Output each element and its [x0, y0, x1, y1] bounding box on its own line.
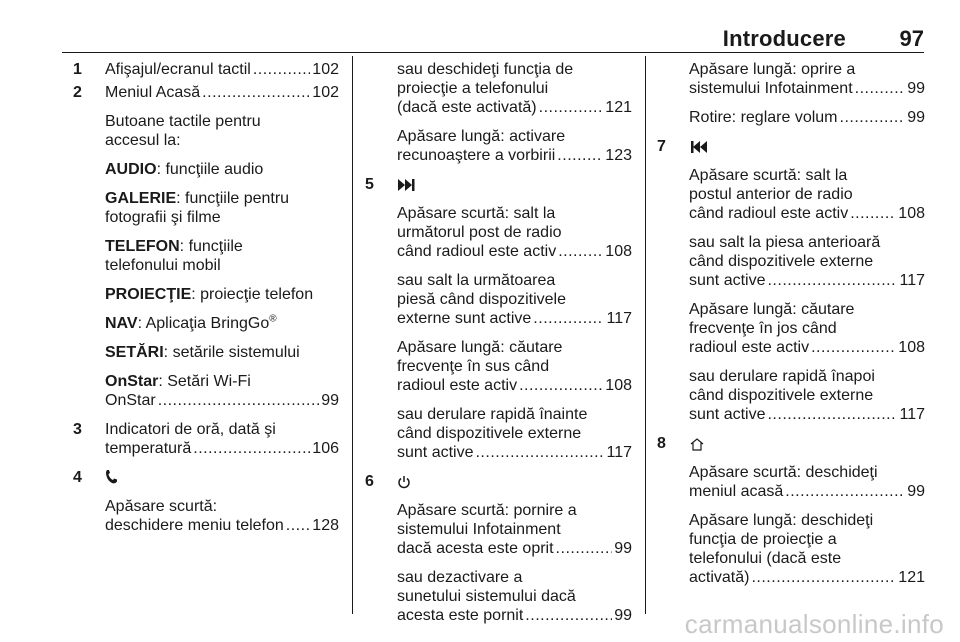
page-header [62, 24, 924, 50]
list-item-2 [73, 83, 339, 410]
item-number: 8 [657, 435, 666, 452]
item-number: 2 [73, 84, 82, 101]
rotate-block: Rotire: reglare volum ..... 99 [657, 108, 925, 127]
entry-audio: AUDIO: funcţiile audio [105, 161, 264, 178]
item-text: Meniul Acasă [105, 84, 201, 101]
item-text: Afişajul/ecranul tactil [105, 61, 251, 78]
page-ref[interactable]: 102 [312, 84, 339, 101]
list-item-4: 4 Apăsare scurtă: deschidere meniu telefon ..... 128 [73, 468, 339, 535]
list-item-1 [73, 60, 339, 79]
page-ref[interactable]: 102 [312, 61, 339, 78]
long-press-block: Apăsare lungă: activare recunoaştere a vorbirii ..... 123 [365, 127, 632, 165]
item-number: 3 [73, 421, 82, 438]
page-ref[interactable]: 99 [907, 483, 925, 500]
page-ref[interactable]: 121 [898, 569, 925, 586]
list-item-6: 6 Apăsare scurtă: pornire a sistemului Infotainment dacă acesta este oprit ..... 99 sau dezactivare a sunetului sistemului dacă acesta este pornit ..... 99 [365, 472, 632, 625]
continuation-block: sau deschideţi funcţia de proiecţie a telefonului (dacă este activată) ..... 121 [365, 60, 632, 117]
page-ref[interactable]: 117 [899, 406, 925, 423]
page-ref[interactable]: 108 [605, 377, 632, 394]
previous-track-icon [689, 137, 709, 156]
column-divider [352, 56, 353, 614]
page-ref[interactable]: 121 [605, 99, 632, 116]
item-number: 5 [365, 176, 374, 193]
page-ref[interactable]: 117 [606, 444, 632, 461]
page-ref[interactable]: 99 [907, 109, 925, 126]
power-icon [397, 472, 411, 491]
page-number: 97 [899, 26, 924, 51]
header-divider [62, 52, 924, 53]
column-3 [657, 60, 925, 587]
column-1 [73, 60, 339, 535]
page-ref[interactable]: 108 [898, 339, 925, 356]
page-ref[interactable]: 99 [614, 540, 632, 557]
page-ref[interactable]: 106 [312, 440, 339, 457]
page-ref[interactable]: 128 [312, 517, 339, 534]
list-item-5: 5 Apăsare scurtă: salt la următorul post de radio când radioul este activ ..... 108 sau salt la următoarea piesă când dispozitivele externe sunt active ..... 117 Apăsare lungă: căutare frecvenţe în sus când radioul este activ ..... 108 sau derulare rapidă înainte când dispozitivele externe sunt active ..... 117 [365, 175, 632, 462]
page-ref[interactable]: 108 [605, 243, 632, 260]
list-item-8: 8 Apăsare scurtă: deschideţi meniul acasă ..... 99 Apăsare lungă: deschideţi funcţia de proiecţie a telefonului (dacă este activată) ..... 121 [657, 434, 925, 587]
next-track-icon [397, 175, 417, 194]
item-number: 4 [73, 469, 82, 486]
buttons-intro: Butoane tactile pentru accesul la: [105, 113, 261, 149]
item-number: 7 [657, 138, 666, 155]
entry-telefon: TELEFON: funcţiile telefonului mobil [105, 238, 243, 274]
continuation-block: Apăsare lungă: oprire a sistemului Infotainment ..... 99 [657, 60, 925, 98]
list-item-3: 3 Indicatori de oră, dată şi temperatură ..... 106 [73, 420, 339, 458]
watermark: carmanualsonline.info [684, 609, 944, 639]
column-divider [645, 56, 646, 614]
page-ref[interactable]: 99 [321, 392, 339, 409]
page-ref[interactable]: 117 [899, 272, 925, 289]
entry-proiectie: PROIECŢIE: proiecţie telefon [105, 286, 314, 303]
entry-galerie: GALERIE: funcţiile pentru fotografii şi filme [105, 190, 290, 226]
entry-setari: SETĂRI: setările sistemului [105, 344, 300, 361]
entry-onstar: OnStar: Setări Wi-Fi OnStar ..... 99 [105, 372, 339, 410]
home-icon [689, 434, 705, 453]
page-ref[interactable]: 108 [898, 205, 925, 222]
page-ref[interactable]: 99 [907, 80, 925, 97]
page-title: Introducere [722, 26, 846, 51]
column-2 [365, 60, 632, 625]
item-number: 6 [365, 473, 374, 490]
phone-icon [105, 468, 117, 487]
page-ref[interactable]: 123 [605, 147, 632, 164]
list-item-7: 7 Apăsare scurtă: salt la postul anterior de radio când radioul este activ ..... 108 sau salt la piesa anterioară când dispozitivele externe sunt active ..... 117 Apăsare lungă: căutare frecvenţe în jos când radioul este activ ..... 108 sau derulare rapidă înapoi când dispozitivele externe sunt active ..... 117 [657, 137, 925, 424]
entry-nav: NAV: Aplicaţia BringGo® [105, 313, 277, 332]
page-ref[interactable]: 117 [606, 310, 632, 327]
page-ref[interactable]: 99 [614, 607, 632, 624]
item-number: 1 [73, 61, 82, 78]
